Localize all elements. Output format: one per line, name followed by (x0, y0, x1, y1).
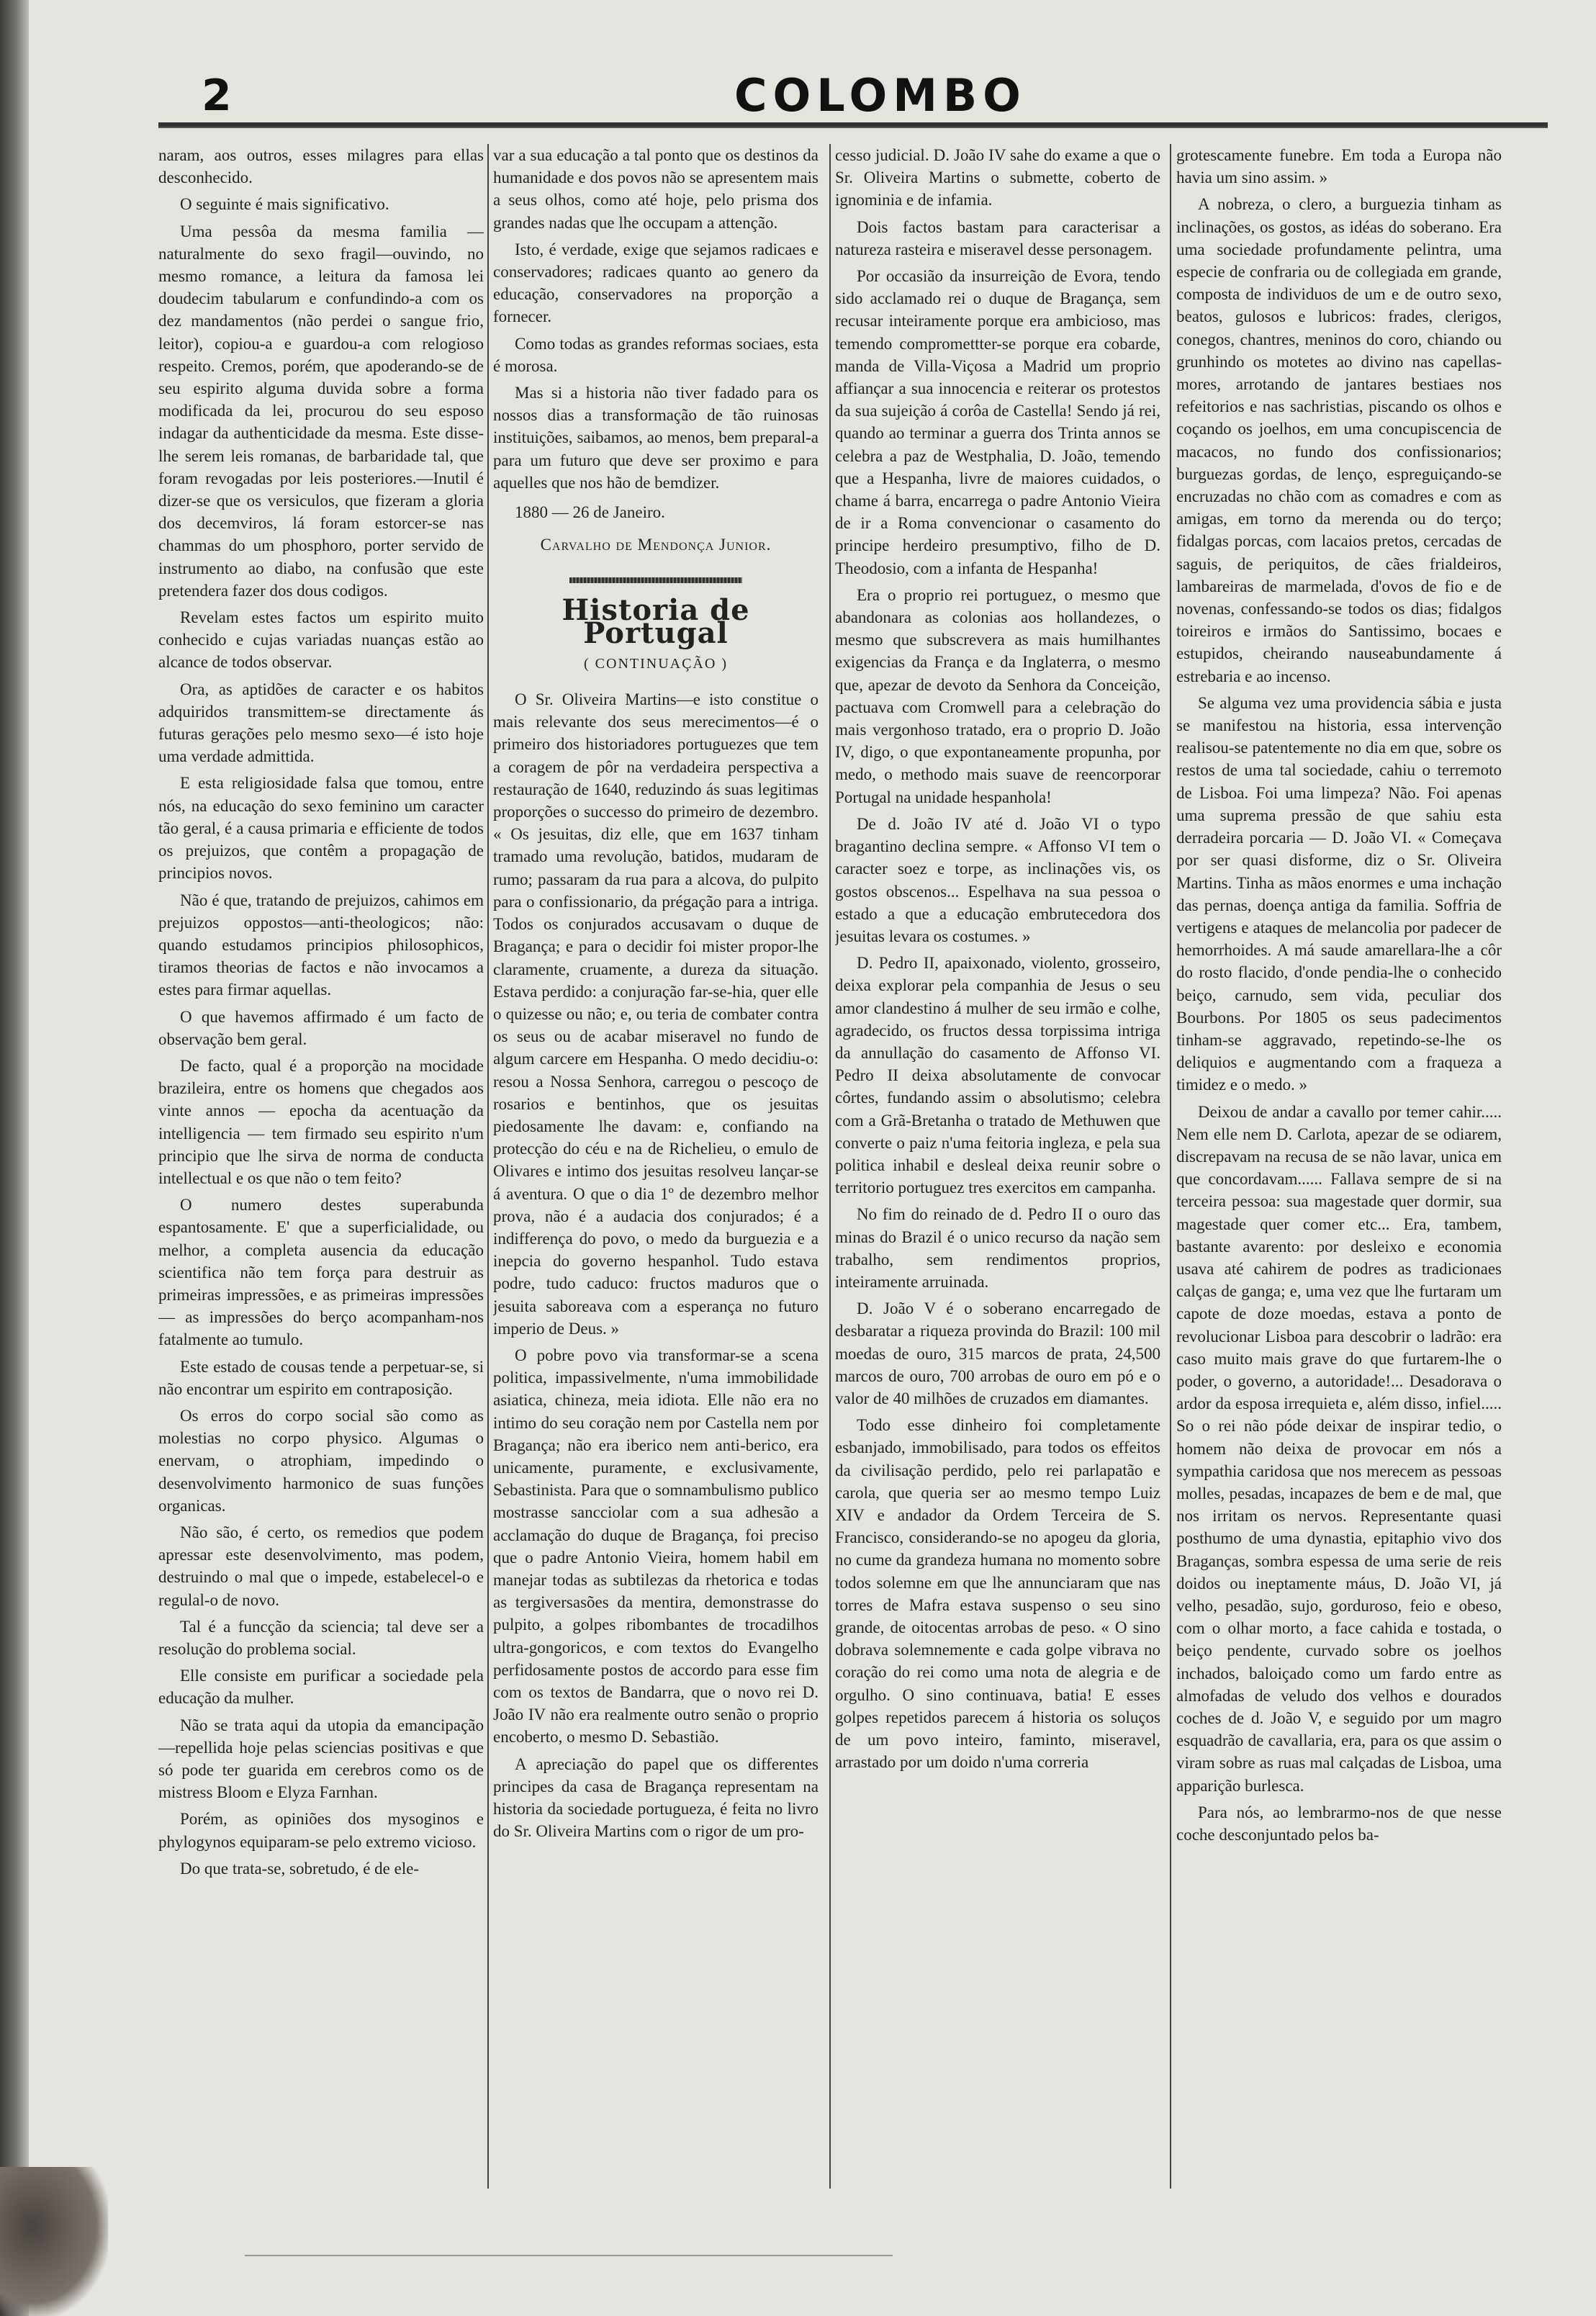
paragraph: D. Pedro II, apaixonado, violento, grosseiro, deixa explorar pela companhia de Jesus o seu amor clandestino á mulher de seu irmão e colhe, agradecido, os fructos dessa torpissima intriga da annullação do casamento de Affonso VI. Pedro II deixa absolutamente de convocar côrtes, fundando assim o absolutismo; celebra com a Grã-Bretanha o tratado de Methuwen que converte o paiz n'uma feitoria ingleza, e pela sua politica inhabil e desleal deixa reunir sobre o territorio portuguez tres exercitos em campanha. (835, 954, 1160, 1197)
paragraph: O numero destes superabunda espantosamente. E' que a superficialidade, ou melhor, a completa ausencia da educação scientifica não tem força para destruir as primeiras impressões, e as primeiras impressões — as impressões do berço acompanham-nos fatalmente ao tumulo. (158, 1196, 484, 1349)
scan-thumb-shadow (0, 2167, 108, 2316)
paragraph: Este estado de cousas tende a perpetuar-se, si não encontrar um espirito em contraposição. (158, 1357, 484, 1398)
newspaper-page (29, 0, 1596, 2316)
paragraph: D. João V é o soberano encarregado de desbaratar a riqueza provinda do Brazil: 100 mil moedas de ouro, 315 marcos de prata, 24,500 marcos de ouro, 700 arrobas de ouro em pó e o valor de 40 milhões de cruzados em diamantes. (835, 1299, 1160, 1407)
paragraph: O que havemos affirmado é um facto de observação bem geral. (158, 1007, 484, 1048)
paragraph: O seguinte é mais significativo. (180, 195, 389, 214)
paragraph: Revelam estes factos um espirito muito conhecido e cujas variadas nuanças estão ao alcance de todos observar. (158, 608, 484, 672)
paragraph: Todo esse dinheiro foi completamente esbanjado, immobilisado, para todos os effeitos da civilisação perdido, pelo rei parlapatão e carola, que queria ser ao mesmo tempo Luiz XIV e andador da Ordem Terceira de S. Francisco, considerando-se no apogeu da gloria, no cume da grandeza humana no momento sobre todos solemne em que lhe annunciaram que nas torres de Mafra estava suspenso o seu sino grande, de oitocentas arrobas de peso. « O sino dobrava solemnemente e cada golpe vibrava no coração do rei como uma nota de alegria e de orgulho. O sino continuava, batia! E esses golpes repetidos parecem á historia os soluços de um povo inteiro, faminto, miseravel, arrastado por um doido n'uma correria (835, 1416, 1160, 1772)
paragraph: O Sr. Oliveira Martins—e isto constitue o mais relevante dos seus merecimentos—é o primeiro dos historiadores portuguezes que tem a coragem de pôr na verdadeira perspectiva a restauração de 1640, reduzindo ás suas legitimas proporções o successo do primeiro de dezembro. « Os jesuitas, diz elle, que em 1637 tinham tramado uma revolução, batidos, mudaram de rumo; passaram da rua para a alcova, do pulpito para o confissionario, da prégação para a intriga. Todos os conjurados accusavam o duque de Bragança; e para o decidir foi mister propor-lhe claramente, cruamente, a dureza da situação. Estava perdido: a conjuração far-se-hia, quer elle o quizesse ou não; e, ou teria de combater contra os seus ou de acabar miseravel no fundo de algum carcere em Hespanha. O medo decidiu-o: resou a Nossa Senhora, carregou o pescoço de rosarios e bentinhos, que os jesuitas piedosamente lhe davam: e, confiando na protecção do céu e na de Richelieu, o emulo de Olivares e intimo dos jesuitas resolveu lançar-se á aventura. O que o dia 1º de dezembro melhor prova, não é a audacia dos conjurados; é a indifferença do povo, o medo da burguezia e a inepcia do governo hespanhol. Tudo estava podre, tudo caduco: fructos maduros que o jesuita saboreava com a esperança no futuro imperio de Deus. » (493, 690, 819, 1338)
paragraph: Isto, é verdade, exige que sejamos radicaes e conservadores; radicaes quanto ao genero da educação, conservadores na proporção a fornecer. (493, 240, 819, 326)
article-date: 1880 — 26 de Janeiro. (515, 503, 665, 522)
header-rule (158, 122, 1548, 128)
paragraph: Porém, as opiniões dos mysoginos e phylogynos equiparam-se pelo extremo vicioso. (158, 1810, 484, 1851)
paragraph: Uma pessôa da mesma familia — naturalmente do sexo fragil—ouvindo, no mesmo romance, a leitura da famosa lei doudecim tabularum e confundindo-a com os dez mandamentos (não perdei o sangue frio, leitor), copiou-a e guardou-a com relogioso respeito. Cremos, porém, que apoderando-se de seu espirito alguma duvida sobre a forma modificada da lei, procurou do seu esposo indagar da authenticidade da mesma. Este disse-lhe serem leis romanas, de barbaridade tal, que foram revogadas por leis posteriores.—Inutil é dizer-se que os versiculos, que fizeram a gloria dos decemviros, lá foram estorcer-se nas chammas do um phosphoro, porter servido de instrumento ao diabo, na confusão que este pretendera fazer dos dous codigos. (158, 222, 484, 600)
paragraph: Mas si a historia não tiver fadado para os nossos dias a transformação de tão ruinosas instituições, saibamos, ao menos, bem preparal-a para um futuro que deve ser proximo e para aquelles que nos hão de bemdizer. (493, 384, 819, 492)
paragraph: Se alguma vez uma providencia sábia e justa se manifestou na historia, essa intervenção realisou-se patentemente no dia em que, sobre os restos de uma tal sociedade, cahiu o terremoto de Lisboa. Foi uma limpeza? Não. Foi apenas uma suprema pressão de que sahiu esta derradeira porcaria — D. João VI. « Começava por ser quasi disforme, diz o Sr. Oliveira Martins. Tinha as mãos enormes e uma inchação das pernas, doença antiga da familia. Soffria de vertigens e ataques de melancolia por padecer de hemorrhoides. A má saude amarellara-lhe a côr do rosto flacido, d'onde pendia-lhe o conhecido beiço, carnudo, sem vida, peculiar dos Bourbons. Por 1805 os seus padecimentos tinham-se aggravado, repetindo-se-lhe os deliquios e augmentando com a fraqueza a timidez e o medo. » (1176, 693, 1502, 1094)
paragraph: Os erros do corpo social são como as molestias no corpo physico. Algumas o enervam, o atrophiam, impedindo o desenvolvimento harmonico de suas funções organicas. (158, 1406, 484, 1515)
paragraph: Dois factos bastam para caracterisar a natureza rasteira e miseravel desse personagem. (835, 217, 1160, 258)
paragraph: var a sua educação a tal ponto que os destinos da humanidade e dos povos não se apresentem mais a seus olhos, como até hoje, pelo prisma dos grandes nadas que lhe occupam a attenção. (493, 146, 819, 232)
paragraph: De facto, qual é a proporção na mocidade brazileira, entre os homens que chegados aos vinte annos — epocha da acentuação da intelligencia — tem firmado seu espirito n'um principio que lhe sirva de norma de conducta intellectual e os que não o tem feito? (158, 1056, 484, 1187)
paragraph: Para nós, ao lembrarmo-nos de que nesse coche desconjuntado pelos ba- (1176, 1803, 1502, 1844)
column-1 (158, 144, 484, 2189)
paragraph: Como todas as grandes reformas sociaes, esta é morosa. (493, 334, 819, 375)
page-footer-rule (245, 2255, 893, 2256)
column-3 (835, 144, 1160, 2189)
paragraph: A apreciação do papel que os differentes principes da casa de Bragança representam na historia da sociedade portugueza, é feita no livro do Sr. Oliveira Martins com o rigor de um pro- (493, 1754, 819, 1841)
paragraph: naram, aos outros, esses milagres para ellas desconhecido. (158, 146, 484, 187)
page-number: 2 (202, 71, 232, 121)
section-subtitle: ( CONTINUAÇÃO ) (584, 655, 728, 672)
paragraph: Por occasião da insurreição de Evora, tendo sido acclamado rei o duque de Bragança, sem recusar inteiramente porque era ambicioso, mas temendo compromettter-se porque era cobarde, manda de Villa-Viçosa a Madrid um proprio affiançar a sua innocencia e reiterar os protestos da sua sujeição á corôa de Castella! Sendo já rei, quando ao terminar a guerra dos Trinta annos se celebra a paz de Westphalia, D. João, temendo que a Hespanha, livre de maiores cuidados, o chame á barra, encarrega o padre Antonio Vieira de ir a Roma convencionar o casamento do principe herdeiro presumptivo, filho de D. Theodosio, com a infanta de Hespanha! (835, 267, 1160, 577)
paragraph: Elle consiste em purificar a sociedade pela educação da mulher. (158, 1667, 484, 1708)
paragraph: No fim do reinado de d. Pedro II o ouro das minas do Brazil é o unico recurso da nação sem trabalho, sem rendimentos proprios, inteiramente arruinada. (835, 1205, 1160, 1291)
masthead: COLOMBO (734, 69, 1027, 122)
section-title: Historia de Portugal (562, 593, 750, 650)
section-divider (569, 577, 742, 583)
paragraph: grotescamente funebre. Em toda a Europa não havia um sino assim. » (1176, 146, 1502, 187)
column-divider (487, 144, 489, 2189)
paragraph: Ora, as aptidões de caracter e os habitos adquiridos transmittem-se directamente ás futuras gerações pelo mesmo sexo—é isto hoje uma verdade admittida. (158, 680, 484, 766)
paragraph: Não se trata aqui da utopia da emancipação—repellida hoje pelas sciencias positivas e que só pode ter guarida em cerebros como os de mistress Bloom e Elyza Farnhan. (158, 1716, 484, 1802)
column-divider (829, 144, 831, 2189)
paragraph: cesso judicial. D. João IV sahe do exame a que o Sr. Oliveira Martins o submette, coberto de ignominia e de infamia. (835, 146, 1160, 209)
paragraph: De d. João IV até d. João VI o typo bragantino declina sempre. « Affonso VI tem o caracter soez e torpe, as inclinações vis, os gostos obscenos... Espelhava na sua pessoa o estado a que a educação embrutecedora dos jesuitas levara os costumes. » (835, 814, 1160, 945)
paragraph: E esta religiosidade falsa que tomou, entre nós, na educação do sexo feminino um caracter tão geral, é a causa primaria e efficiente de todos os prejuizos, que contêm a propagação de principios novos. (158, 774, 484, 883)
article-signature: Carvalho de Mendonça Junior. (540, 536, 772, 554)
column-divider (1170, 144, 1171, 2189)
paragraph: Tal é a funcção da sciencia; tal deve ser a resolução do problema social. (158, 1617, 484, 1658)
column-2 (493, 144, 819, 2189)
paragraph: Do que trata-se, sobretudo, é de ele- (180, 1859, 420, 1878)
paragraph: Deixou de andar a cavallo por temer cahir..... Nem elle nem D. Carlota, apezar de se odiarem, discrepavam na recusa de se não lavar, unica em que concordavam...... Fallava sempre de si na terceira pessoa: sua magestade quer dormir, sua magestade quer comer etc... Era, tambem, bastante avarento: por desleixo e economia usava até cahirem de podres as tradicionaes calças de ganga; e, uma vez que lhe furtaram um capote de doze moedas, estava a ponto de revolucionar Lisboa para descobrir o ladrão: era caso muito mais grave do que furtarem-lhe o poder, o governo, a autoridade!... Desadorava o ardor da esposa irrequieta e, além disso, infiel..... So o rei não póde deixar de inspirar tedio, o homem não deixa de provocar em nós a sympathia caridosa que nos merecem as pessoas molles, pesadas, incapazes de bem e de mal, que nos irritam os nervos. Representante quasi posthumo de uma dynastia, epitaphio vivo dos Braganças, sombra espessa de uma serie de reis doidos ou ineptamente máus, D. João VI, já velho, pesadão, sujo, gorduroso, feio e obeso, com o olhar morto, a face cahida e tostada, o beiço pendente, curvado sobre os joelhos inchados, baloiçado como um fardo entre as almofadas de veludo dos velhos e dourados coches de d. João V, e seguido por um magro esquadrão de cavallaria, era, para os que assim o viram sobre as ruas mal calçadas de Lisboa, uma apparição burlesca. (1176, 1102, 1502, 1795)
column-4 (1176, 144, 1502, 2189)
page-header (29, 65, 1596, 130)
paragraph: Não é que, tratando de prejuizos, cahimos em prejuizos oppostos—anti-theologicos; não: quando estudamos principios philosophicos, tiramos theorias de factos e não invocamos a estes para firmar aquellas. (158, 891, 484, 999)
paragraph: Não são, é certo, os remedios que podem apressar este desenvolvimento, mas podem, destruindo o mal que o impede, estabelecel-o e regulal-o de novo. (158, 1523, 484, 1609)
binding-edge (0, 0, 29, 2316)
paragraph: O pobre povo via transformar-se a scena politica, impassivelmente, n'uma immobilidade asiatica, chineza, meia idiota. Elle não era no intimo do seu coração nem por Castella nem por Bragança; não era iberico nem anti-berico, era unicamente, puramente, e exclusivamente, Sebastinista. Para que o somnambulismo publico mostrasse sancciolar com a sua adhesão a acclamação do duque de Bragança, foi preciso que o padre Antonio Vieira, homem habil em manejar todas as subtilezas da rhetorica e todas as tergiversasões da mentira, demonstrasse do pulpito, a golpes ribombantes de trocadilhos ultra-gongoricos, e com textos do Evangelho perfidosamente postos de accordo para esse fim com os textos de Bandarra, que o novo rei D. João IV não era realmente outro senão o proprio encoberto, o mesmo D. Sebastião. (493, 1346, 819, 1747)
paragraph: A nobreza, o clero, a burguezia tinham as inclinações, os gostos, as idéas do soberano. Era uma sociedade profundamente pelintra, uma especie de confraria ou de collegiada em grande, composta de individuos de um e de outro sexo, beatos, gulosos e lubricos: frades, clerigos, conegos, chantres, meninos do coro, chiando ou grunhindo os motetes ao divino nas capellas-mores, arrotando de jantares bestiaes nos refeitorios e nas sachristias, piscando os olhos e coçando os joelhos, em uma concupiscencia de macacos, no fundo dos confissionarios; burguezas gordas, de lenço, espreguiçando-se encruzadas no chão com as comadres e com as amigas, em torno da merenda ou do terço; fidalgas porcas, com lacaios pretos, cercadas de saguis, de periquitos, de cães frialdeiros, lambareiras de marmelada, d'ovos de fio e de novenas, confessando-se todos os dias; fidalgos toireiros e irmãos do Santissimo, bocaes e estupidos, cheirando nauseabundamente á estrebaria e ao incenso. (1176, 195, 1502, 685)
paragraph: Era o proprio rei portuguez, o mesmo que abandonara as colonias aos hollandezes, o mesmo que subscrevera as mais humilhantes exigencias da França e da Inglaterra, o mesmo que, apezar de devoto da Senhora da Conceição, pactuava com Cromwell para a celebração do mais vergonhoso tratado, era o proprio D. João IV, digo, o que expontaneamente propunha, por medo, o methodo mais suave de reencorporar Portugal na unidade hespanhola! (835, 585, 1160, 806)
